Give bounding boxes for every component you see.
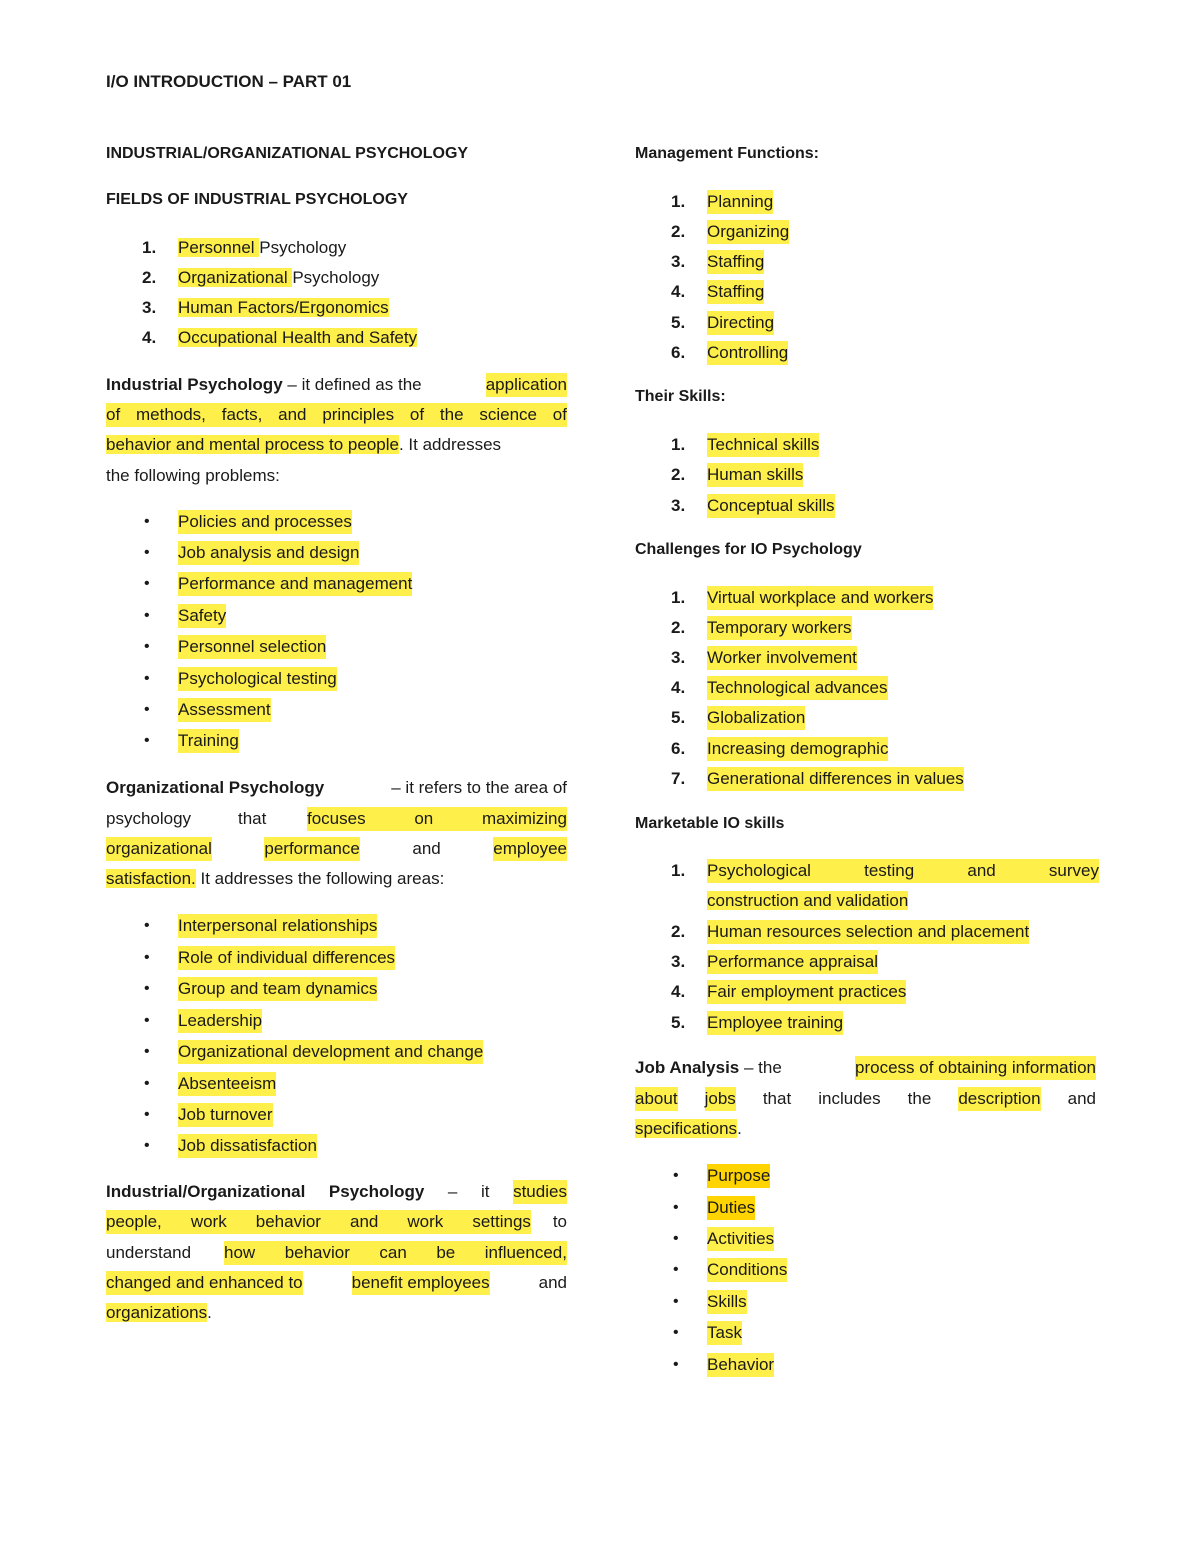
marketable-skills-heading: Marketable IO skills	[635, 815, 785, 832]
challenges-heading: Challenges for IO Psychology	[635, 541, 862, 558]
page-title: I/O INTRODUCTION – PART 01	[106, 72, 352, 91]
management-functions-heading: Management Functions:	[635, 145, 820, 162]
their-skills-heading: Their Skills:	[635, 388, 726, 405]
main-heading: INDUSTRIAL/ORGANIZATIONAL PSYCHOLOGY	[106, 145, 469, 162]
fields-heading: FIELDS OF INDUSTRIAL PSYCHOLOGY	[106, 191, 408, 208]
